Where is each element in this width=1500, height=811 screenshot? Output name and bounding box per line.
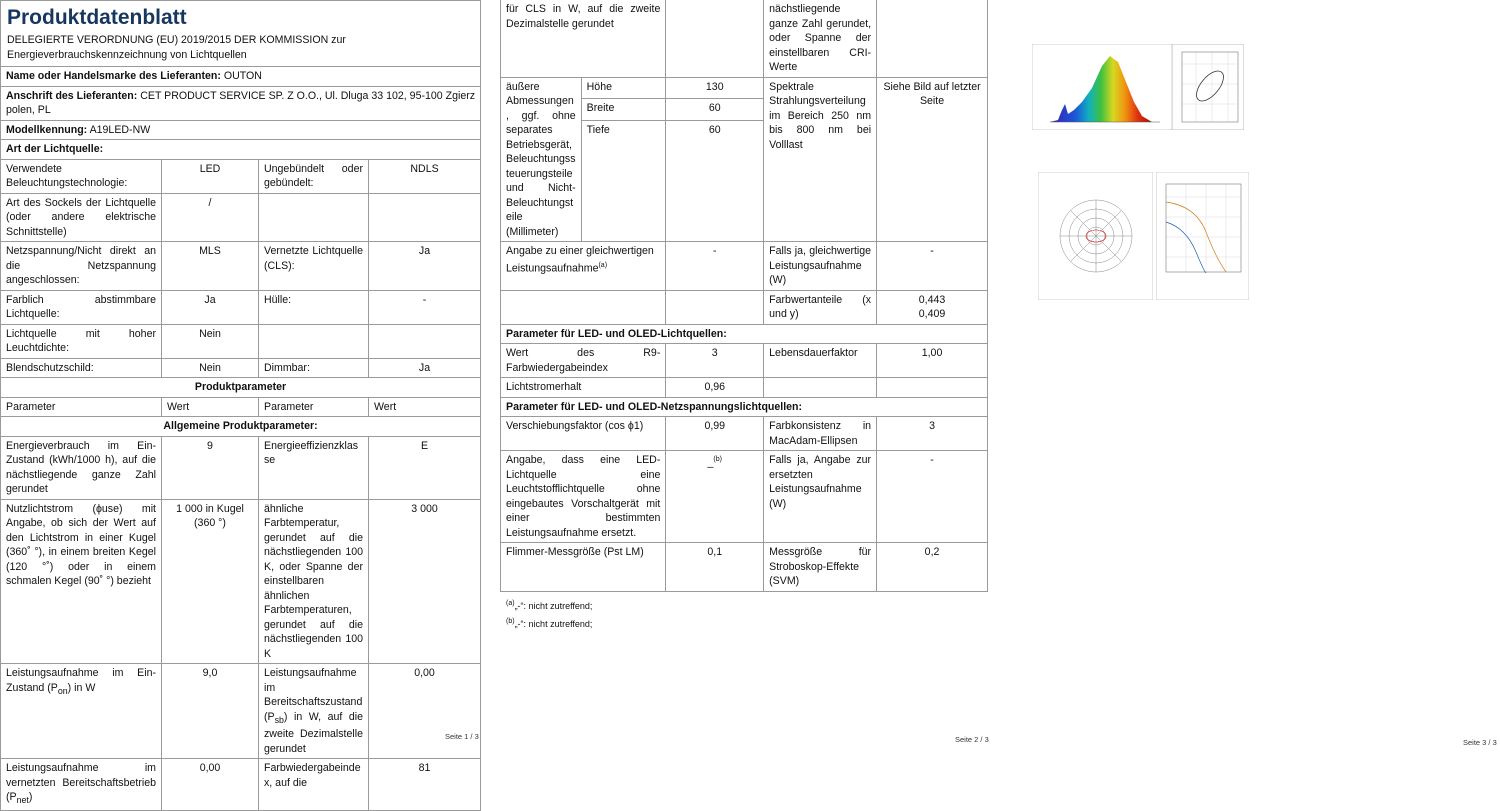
bundled-value: NDLS [369, 159, 481, 193]
address-value: CET PRODUCT SERVICE SP. Z O.O., Ul. Dluga 33 102, 95-100 Zgierz polen, PL [6, 89, 476, 116]
page-number-1: Seite 1 / 3 [445, 732, 479, 741]
address-row [1, 86, 481, 120]
width-label: Breite [581, 99, 666, 121]
color-tunable-label: Farblich abstimmbare Lichtquelle: [1, 290, 162, 324]
socket-value: / [162, 193, 259, 242]
equiv-power-value: - [877, 242, 988, 291]
page-number-2: Seite 2 / 3 [955, 735, 989, 744]
model-label: Modellkennung: [6, 123, 88, 136]
energy-label: Energieverbrauch im Ein-Zustand (kWh/1000 h), auf die nächstliegende ganze Zahl gerundet [1, 436, 162, 499]
page-1 [0, 0, 480, 811]
spectral-value: Siehe Bild auf letzter Seite [877, 77, 988, 242]
footnote-a: $^{(a)}$„-“: nicht zutreffend; [506, 599, 593, 611]
col-value-2: Wert [369, 397, 481, 417]
pon-label: Leistungsaufnahme im Ein-Zustand $(P_{on})$ in W [1, 664, 162, 759]
model-row [1, 120, 481, 140]
r9-value: 3 [666, 344, 764, 378]
height-value: 130 [666, 77, 764, 99]
spectrum-image [1032, 44, 1172, 130]
source-type-heading: Art der Lichtquelle: [1, 140, 481, 160]
supplier-label: Name oder Handelsmarke des Lieferanten: [6, 70, 221, 82]
cct-value: 3 000 [369, 499, 481, 664]
product-params-heading: Produktparameter [1, 378, 481, 398]
flicker-value: 0,1 [666, 543, 764, 592]
antiglare-value: Nein [162, 358, 259, 378]
eff-class-value: E [369, 436, 481, 499]
envelope-label: Hülle: [259, 290, 369, 324]
pnet-value: 0,00 [162, 759, 259, 811]
flux-value: 1 000 in Kugel (360 °) [162, 499, 259, 664]
pnet-label: Leistungsaufnahme im vernetzten Bereitschaftsbetrieb $(P_{net})$ [1, 759, 162, 811]
width-value: 60 [666, 99, 764, 121]
displacement-label: Verschiebungsfaktor (cos ϕ1) [501, 417, 666, 451]
high-lum-label: Lichtquelle mit hoher Leuchtdichte: [1, 324, 162, 358]
supplier-value: OUTON [223, 70, 262, 82]
energy-value: 9 [162, 436, 259, 499]
spectral-label: Spektrale Strahlungsverteilung im Bereich 250 nm bis 800 nm bei Volllast [764, 77, 877, 242]
page-2 [500, 0, 988, 632]
strobo-value: 0,2 [877, 543, 988, 592]
col-param-1: Parameter [1, 397, 162, 417]
strobo-label: Messgröße für Stroboskop-Effekte (SVM) [764, 543, 877, 592]
replace-power-value: - [877, 451, 988, 543]
flux-label: Nutzlichtstrom (ϕuse) mit Angabe, ob sich der Wert auf den Lichtstrom in einer Kugel (360˚ °), in einem breiten Kegel (120 °˚) oder in einem schmalen Kegel (90˚ °) bezieht [1, 499, 162, 664]
lumen-maint-label: Lichtstromerhalt [501, 378, 666, 398]
equiv-power-label: Falls ja, gleichwertige Leistungsaufnahme (W) [764, 242, 877, 291]
connected-value: Ja [369, 242, 481, 291]
tech-value: LED [162, 159, 259, 193]
color-tunable-value: Ja [162, 290, 259, 324]
cri-value: 81 [369, 759, 481, 811]
mains-value: MLS [162, 242, 259, 291]
pon-value: 9,0 [162, 664, 259, 759]
cct-label: ähnliche Farbtemperatur, gerundet auf die nächstliegenden 100 K, oder Spanne der einstellbaren ähnlichen Farbtemperaturen, gerundet auf die nächstliegenden 100 K [259, 499, 369, 664]
distribution-chart-image [1156, 172, 1249, 300]
page-title: Produktdatenblatt [7, 6, 187, 29]
replace-label: Angabe, dass eine LED-Lichtquelle eine Leuchtstofflichtquelle ohne eingebautes Vorschaltgerät mit einer bestimmten Leistungsaufnahme ersetzt. [501, 451, 666, 543]
mains-label: Netzspannung/Nicht direkt an die Netzspannung angeschlossen: [1, 242, 162, 291]
polar-diagram-image [1038, 172, 1153, 300]
cls-cont-label: für CLS in W, auf die zweite Dezimalstelle gerundet [501, 0, 666, 77]
page-3 [1000, 0, 1500, 747]
survival-value: 1,00 [877, 344, 988, 378]
dimmable-value: Ja [369, 358, 481, 378]
psb-value: 0,00 [369, 664, 481, 759]
page-number-3: Seite 3 / 3 [1463, 738, 1497, 747]
height-label: Höhe [581, 77, 666, 99]
survival-label: Lebensdauerfaktor [764, 344, 877, 378]
datasheet-table-1 [0, 0, 481, 811]
socket-label: Art des Sockels der Lichtquelle (oder andere elektrische Schnittstelle) [1, 193, 162, 242]
cri-cont-label: nächstliegende ganze Zahl gerundet, oder Spanne der einstellbaren CRI-Werte [764, 0, 877, 77]
address-label: Anschrift des Lieferanten: [6, 89, 138, 102]
footnote-b: $^{(b)}$„-“: nicht zutreffend; [506, 617, 593, 629]
replace-value: _$^{(b)}$ [666, 451, 764, 543]
dims-label: äußere Abmessungen, ggf. ohne separates Betriebsgerät, Beleuchtungssteuerungsteile und Nicht-Beleuchtungsteile (Millimeter) [501, 77, 582, 242]
equiv-label: Angabe zu einer gleichwertigen Leistungsaufnahme$^{(a)}$ [501, 242, 666, 291]
bundled-label: Ungebündelt oder gebündelt: [259, 159, 369, 193]
led-mains-params-heading: Parameter für LED- und OLED-Netzspannungslichtquellen: [501, 397, 988, 417]
consistency-value: 3 [877, 417, 988, 451]
antiglare-label: Blendschutzschild: [1, 358, 162, 378]
chroma-value: 0,443 0,409 [877, 290, 988, 324]
col-param-2: Parameter [259, 397, 369, 417]
equiv-value: - [666, 242, 764, 291]
high-lum-value: Nein [162, 324, 259, 358]
lumen-maint-value: 0,96 [666, 378, 764, 398]
flicker-label: Flimmer-Messgröße (Pst LM) [501, 543, 666, 592]
eff-class-label: Energieeffizienzklasse [259, 436, 369, 499]
psb-label: Leistungsaufnahme im Bereitschaftszustand $(P_{sb})$ in W, auf die zweite Dezimalstelle gerundet [259, 664, 369, 759]
r9-label: Wert des R9-Farbwiedergabeindex [501, 344, 666, 378]
displacement-value: 0,99 [666, 417, 764, 451]
chroma-label: Farbwertanteile (x und y) [764, 290, 877, 324]
cie-chart-image [1172, 44, 1244, 130]
dimmable-label: Dimmbar: [259, 358, 369, 378]
supplier-row [1, 67, 481, 87]
connected-label: Vernetzte Lichtquelle (CLS): [259, 242, 369, 291]
led-params-heading: Parameter für LED- und OLED-Lichtquellen: [501, 324, 988, 344]
depth-value: 60 [666, 120, 764, 141]
replace-power-label: Falls ja, Angabe zur ersetzten Leistungsaufnahme (W) [764, 451, 877, 543]
tech-label: Verwendete Beleuchtungstechnologie: [1, 159, 162, 193]
general-params-heading: Allgemeine Produktparameter: [1, 417, 481, 437]
envelope-value: - [369, 290, 481, 324]
depth-label: Tiefe [581, 120, 666, 141]
consistency-label: Farbkonsistenz in MacAdam-Ellipsen [764, 417, 877, 451]
col-value-1: Wert [162, 397, 259, 417]
cri-label: Farbwiedergabeindex, auf die [259, 759, 369, 811]
regulation-text: DELEGIERTE VERORDNUNG (EU) 2019/2015 DER KOMMISSION zur Energieverbrauchskennzeichnung von Lichtquellen [7, 34, 346, 61]
datasheet-table-2 [500, 0, 988, 592]
model-value: A19LED-NW [89, 123, 151, 136]
